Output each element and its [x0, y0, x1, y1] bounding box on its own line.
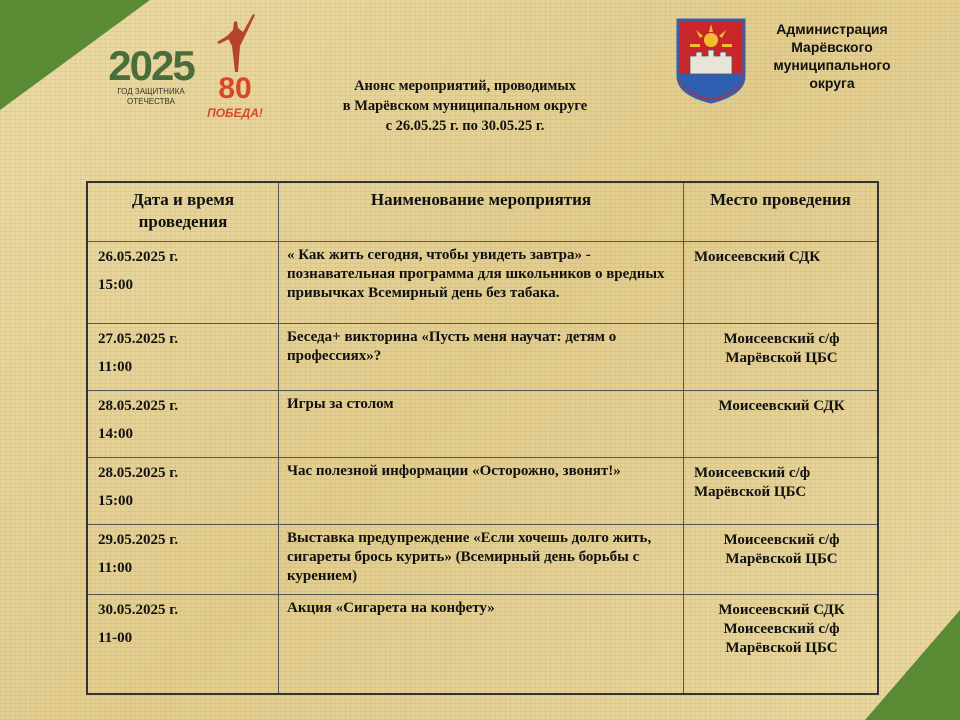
title-line-1: Анонс мероприятий, проводимых — [354, 78, 576, 94]
event-date: 28.05.2025 г. — [98, 465, 179, 481]
table-row — [87, 324, 878, 391]
cell-date — [87, 242, 279, 324]
event-time: 15:00 — [98, 277, 133, 293]
coat-of-arms-icon — [676, 18, 746, 104]
page-title — [285, 76, 645, 136]
admin-line-2: Марёвского — [791, 39, 873, 55]
header-date: Дата и время проведения — [87, 182, 279, 242]
administration-title — [752, 20, 912, 92]
cell-date — [87, 595, 279, 694]
table-header-row — [87, 182, 878, 242]
cell-date — [87, 324, 279, 391]
cell-event-name: Выставка предупреждение «Если хочешь долго жить, сигареты брось курить» (Всемирный день борьбы с курением) — [279, 525, 684, 595]
monument-icon — [213, 12, 257, 74]
table-row — [87, 595, 878, 694]
admin-line-1: Администрация — [776, 21, 888, 37]
logo-2025-line2: ОТЕЧЕСТВА — [127, 97, 175, 106]
admin-line-4: округа — [809, 75, 855, 91]
event-date: 30.05.2025 г. — [98, 602, 179, 618]
table-row — [87, 525, 878, 595]
event-date: 27.05.2025 г. — [98, 331, 179, 347]
cell-place: Моисеевский СДК — [684, 391, 879, 458]
title-line-3: с 26.05.25 г. по 30.05.25 г. — [385, 118, 545, 134]
cell-place: Моисеевский с/ф Марёвской ЦБС — [684, 525, 879, 595]
cell-place: Моисеевский СДК — [684, 242, 879, 324]
cell-event-name: Час полезной информации «Осторожно, звонят!» — [279, 458, 684, 525]
cell-date — [87, 391, 279, 458]
cell-place: Моисеевский с/ф Марёвской ЦБС — [684, 458, 879, 525]
header-place: Место проведения — [684, 182, 879, 242]
event-time: 11-00 — [98, 630, 133, 646]
logo-2025 — [105, 42, 197, 107]
victory-80-number: 80 — [218, 72, 252, 105]
header-name: Наименование мероприятия — [279, 182, 684, 242]
cell-event-name: Беседа+ викторина «Пусть меня научат: детям о профессиях»? — [279, 324, 684, 391]
victory-word: ПОБЕДА! — [207, 106, 263, 120]
cell-event-name: Акция «Сигарета на конфету» — [279, 595, 684, 694]
event-date: 26.05.2025 г. — [98, 249, 179, 265]
event-date: 29.05.2025 г. — [98, 532, 179, 548]
event-time: 11:00 — [98, 560, 133, 576]
event-time: 14:00 — [98, 426, 133, 442]
corner-decoration-bottom-right — [865, 610, 960, 720]
event-time: 11:00 — [98, 359, 133, 375]
cell-event-name: « Как жить сегодня, чтобы увидеть завтра» - познавательная программа для школьников о вредных привычках Всемирный день без табака. — [279, 242, 684, 324]
table-row — [87, 458, 878, 525]
event-time: 15:00 — [98, 493, 133, 509]
event-date: 28.05.2025 г. — [98, 398, 179, 414]
cell-place: Моисеевский с/ф Марёвской ЦБС — [684, 324, 879, 391]
cell-date — [87, 458, 279, 525]
logo-2025-year: 2025 — [108, 42, 194, 89]
cell-place: Моисеевский СДК Моисеевский с/ф Марёвской ЦБС — [684, 595, 879, 694]
table-row — [87, 391, 878, 458]
logo-2025-line1: ГОД ЗАЩИТНИКА — [117, 87, 185, 96]
cell-date — [87, 525, 279, 595]
table-row — [87, 242, 878, 324]
title-line-2: в Марёвском муниципальном округе — [342, 98, 588, 114]
victory-80-logo — [205, 12, 265, 124]
events-table — [86, 181, 879, 695]
cell-event-name: Игры за столом — [279, 391, 684, 458]
admin-line-3: муниципального — [773, 57, 891, 73]
